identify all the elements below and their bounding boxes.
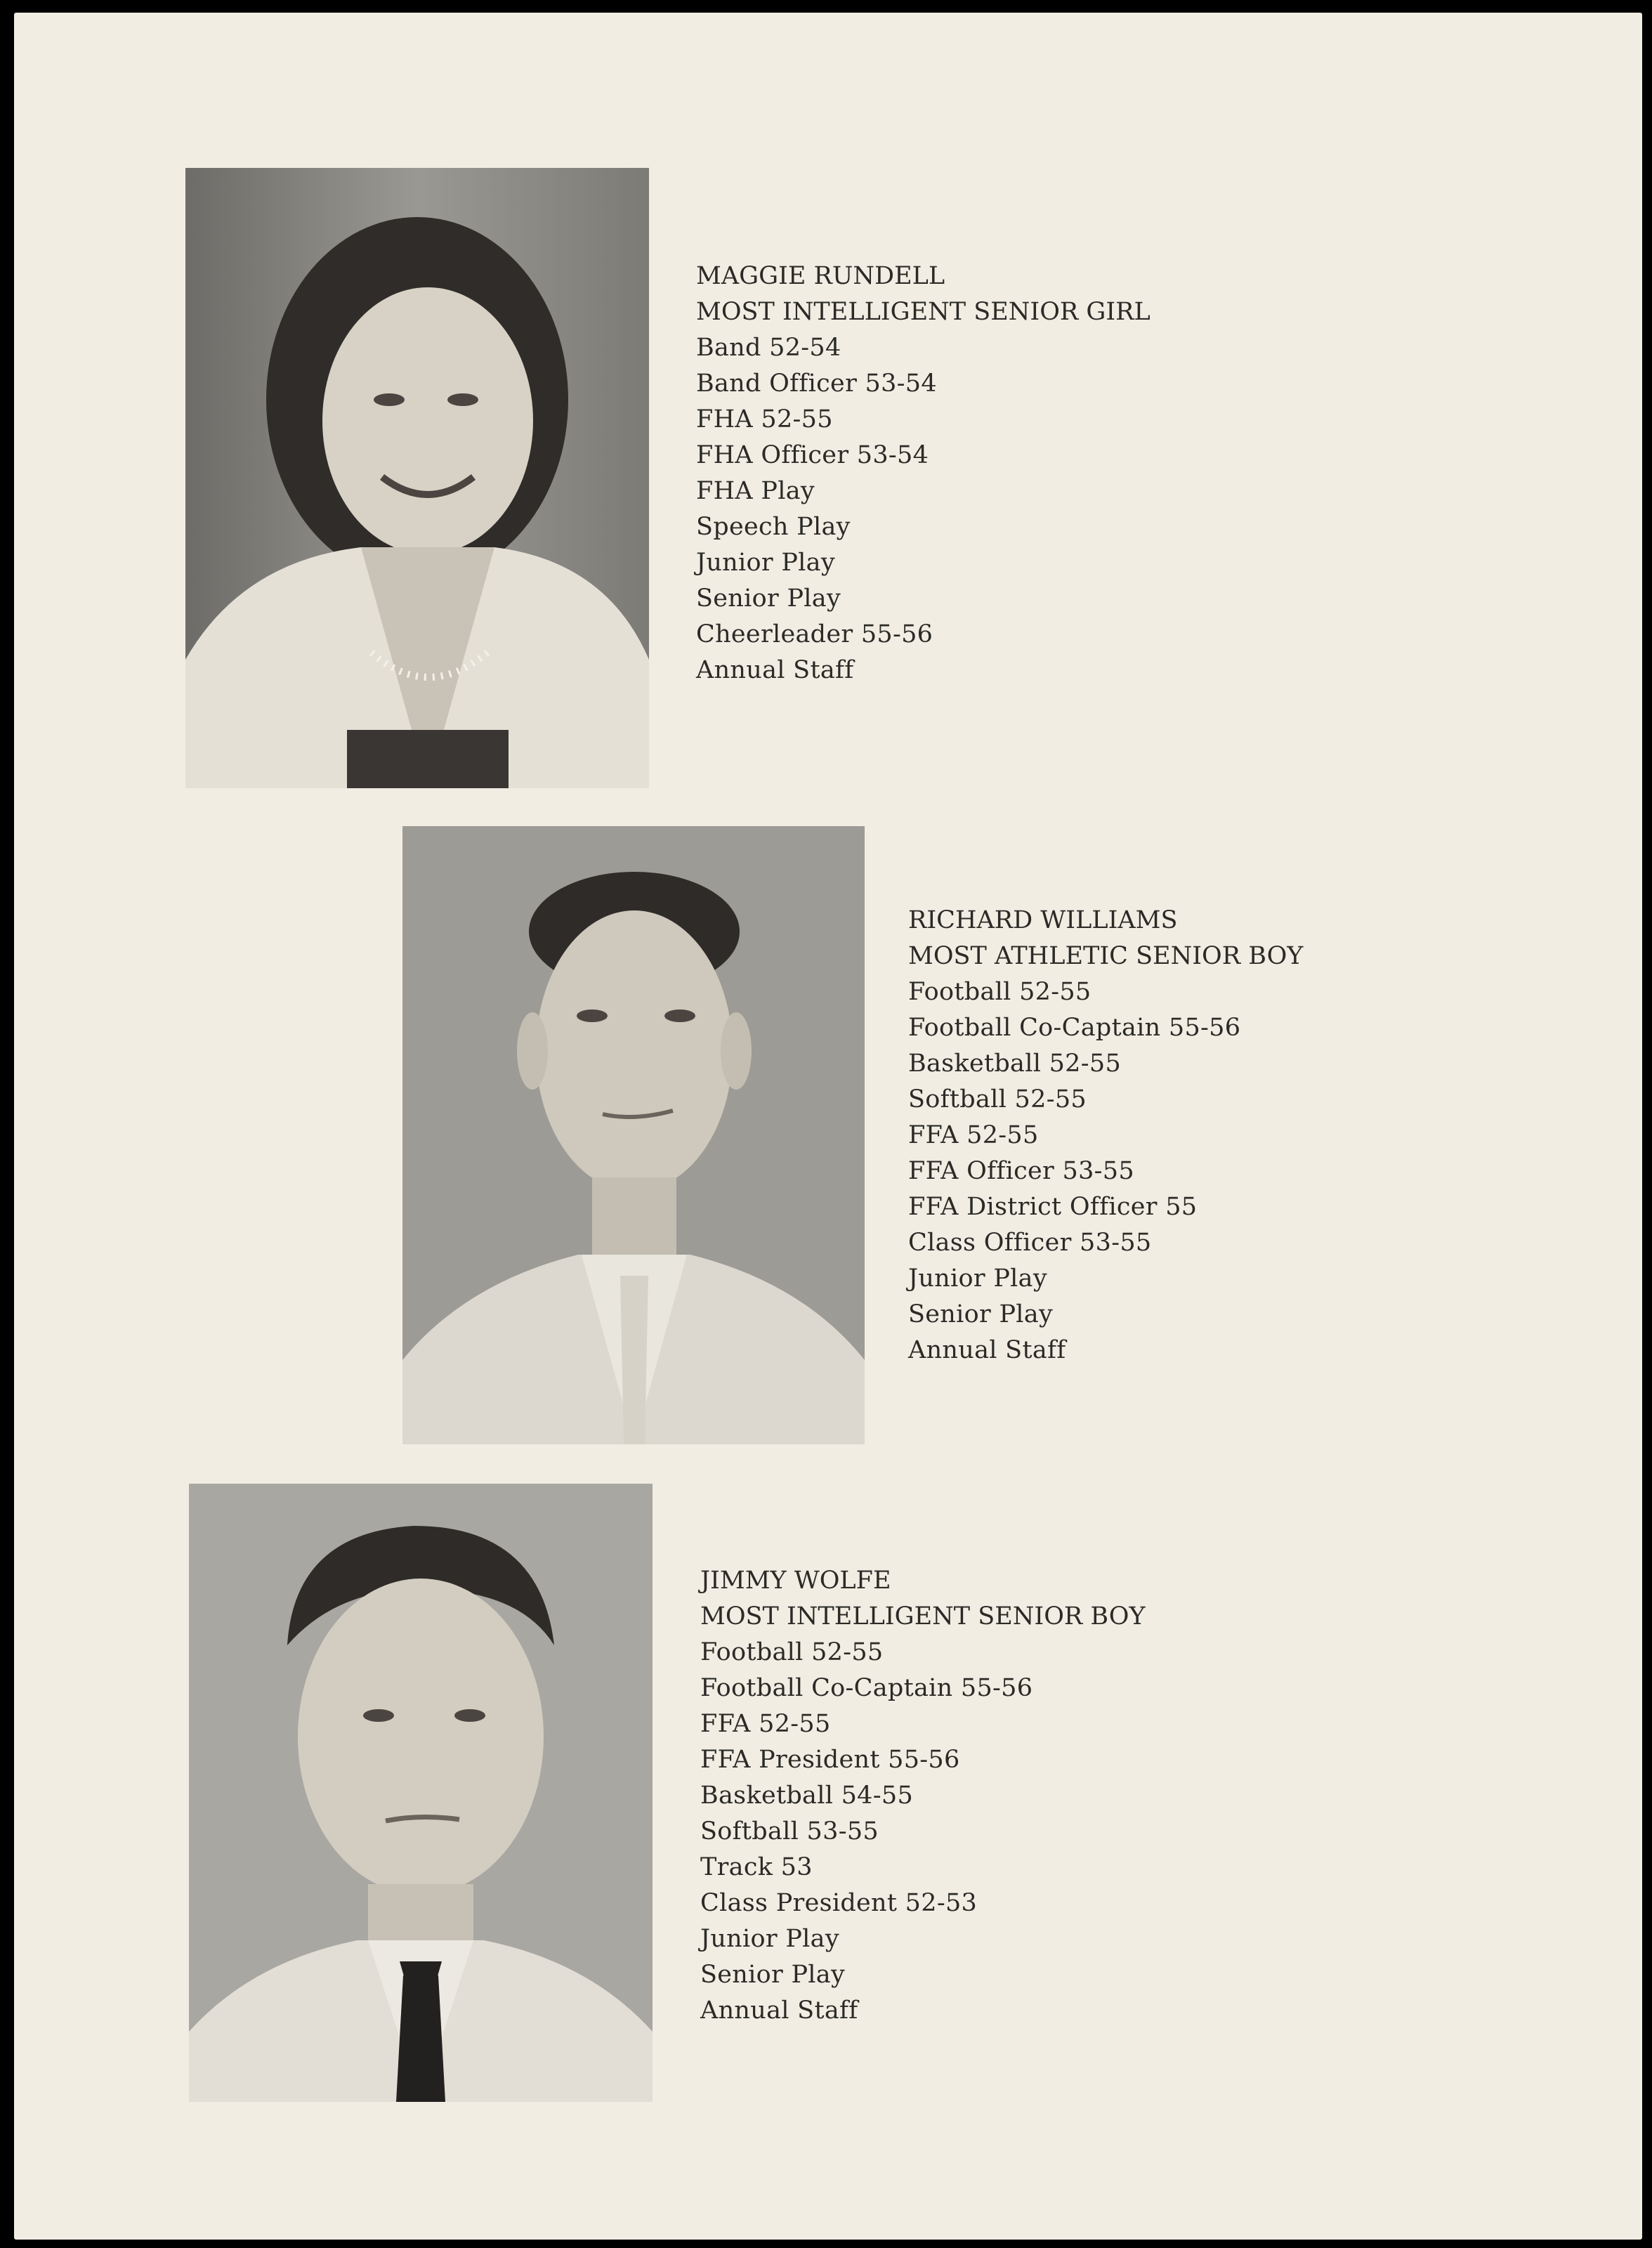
- activity-item: Band 52-54: [696, 334, 841, 362]
- senior-title: MOST ATHLETIC SENIOR BOY: [908, 942, 1304, 970]
- activity-item: Annual Staff: [700, 1997, 858, 2025]
- senior-title: MOST INTELLIGENT SENIOR GIRL: [696, 298, 1150, 326]
- activity-item: Junior Play: [700, 1925, 839, 1953]
- activity-item: Annual Staff: [908, 1336, 1066, 1364]
- senior-portrait-richard-williams: [402, 826, 865, 1444]
- activity-item: Cheerleader 55-56: [696, 620, 933, 648]
- activity-item: Senior Play: [700, 1961, 846, 1989]
- activity-item: FFA Officer 53-55: [908, 1157, 1134, 1185]
- activity-item: Softball 52-55: [908, 1085, 1087, 1113]
- activity-item: FHA Officer 53-54: [696, 441, 929, 469]
- activity-item: FHA 52-55: [696, 405, 833, 433]
- activity-item: Basketball 54-55: [700, 1782, 914, 1810]
- activity-item: Softball 53-55: [700, 1817, 879, 1845]
- senior-info-maggie-rundell: [696, 259, 1150, 688]
- senior-name: MAGGIE RUNDELL: [696, 262, 945, 290]
- activity-item: Football Co-Captain 55-56: [908, 1014, 1241, 1042]
- activity-item: FFA President 55-56: [700, 1746, 960, 1774]
- activity-item: FFA 52-55: [700, 1710, 831, 1738]
- activity-item: Senior Play: [908, 1300, 1054, 1328]
- activity-item: Basketball 52-55: [908, 1050, 1122, 1078]
- senior-info-richard-williams: [908, 903, 1303, 1368]
- activity-item: Class President 52-53: [700, 1889, 978, 1917]
- activity-item: Class Officer 53-55: [908, 1229, 1152, 1257]
- activity-item: Track 53: [700, 1853, 813, 1881]
- activity-item: Senior Play: [696, 584, 841, 613]
- activity-item: Speech Play: [696, 513, 851, 541]
- senior-name: RICHARD WILLIAMS: [908, 906, 1178, 934]
- senior-portrait-maggie-rundell: [185, 168, 649, 788]
- activity-item: Football Co-Captain 55-56: [700, 1674, 1033, 1702]
- activity-item: Junior Play: [908, 1264, 1047, 1293]
- activity-item: FHA Play: [696, 477, 815, 505]
- activity-item: Annual Staff: [696, 656, 854, 684]
- senior-portrait-jimmy-wolfe: [189, 1484, 653, 2102]
- senior-title: MOST INTELLIGENT SENIOR BOY: [700, 1602, 1146, 1631]
- activity-item: FFA 52-55: [908, 1121, 1039, 1149]
- activity-item: Football 52-55: [908, 978, 1092, 1006]
- activity-item: Junior Play: [696, 549, 835, 577]
- yearbook-page: [14, 13, 1642, 2240]
- activity-item: Football 52-55: [700, 1638, 884, 1666]
- senior-info-jimmy-wolfe: [700, 1563, 1146, 2029]
- activity-item: FFA District Officer 55: [908, 1193, 1198, 1221]
- senior-name: JIMMY WOLFE: [700, 1567, 891, 1595]
- activity-item: Band Officer 53-54: [696, 370, 937, 398]
